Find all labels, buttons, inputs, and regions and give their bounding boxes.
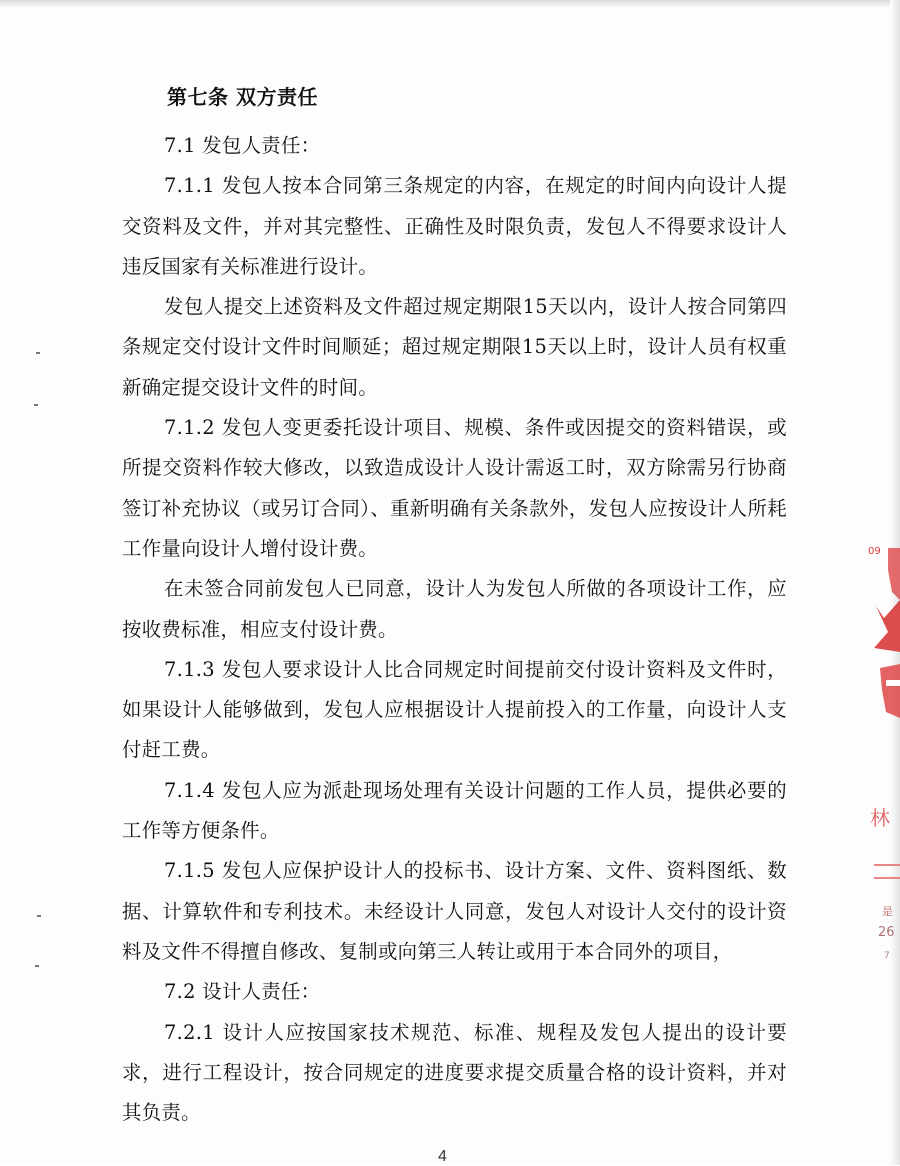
clause-7-2: 7.2 设计人责任： bbox=[164, 980, 321, 1004]
clause-7-1-3: 7.1.3 发包人要求设计人比合同规定时间提前交付设计资料及文件时，如果设计人能够做到，发包人应根据设计人提前投入的工作量，向设计人支付赶工费。 bbox=[122, 657, 787, 762]
clause-7-1-2: 7.1.2 发包人变更委托设计项目、规模、条件或因提交的资料错误，或所提交资料作较大修改，以致造成设计人设计需返工时，双方除需另行协商签订补充协议（或另订合同）、重新明确有关条款外，发包人应按设计人所耗工作量向设计人增付设计费。 bbox=[122, 416, 787, 560]
scan-speck bbox=[36, 352, 40, 354]
document-body bbox=[122, 82, 787, 1133]
scan-edge-top bbox=[0, 0, 900, 8]
clause-7-1-4: 7.1.4 发包人应为派赴现场处理有关设计问题的工作人员，提供必要的工作等方便条件。 bbox=[122, 778, 787, 843]
clause-7-1-2-note: 在未签合同前发包人已同意，设计人为发包人所做的各项设计工作，应按收费标准，相应支付设计费。 bbox=[122, 577, 787, 641]
svg-text:林: 林 bbox=[870, 806, 890, 830]
clause-7-1-5: 7.1.5 发包人应保护设计人的投标书、设计方案、文件、资料图纸、数据、计算软件和专利技术。未经设计人同意，发包人对设计人交付的设计资料及文件不得擅自修改、复制或向第三人转让或用于本合同外的项目， bbox=[122, 859, 787, 963]
svg-text:26: 26 bbox=[878, 925, 895, 940]
clause-7-1: 7.1 发包人责任： bbox=[164, 134, 321, 157]
clause-7-1-1-extension: 发包人提交上述资料及文件超过规定期限15天以内，设计人按合同第四条规定交付设计文件时间顺延；超过规定期限15天以上时，设计人员有权重新确定提交设计文件的时间。 bbox=[122, 295, 787, 399]
clause-7-2-1: 7.2.1 设计人应按国家技术规范、标准、规程及发包人提出的设计要求，进行工程设计，按合同规定的进度要求提交质量合格的设计资料，并对其负责。 bbox=[122, 1020, 787, 1125]
page-number: 4 bbox=[438, 1148, 447, 1165]
scan-speck bbox=[35, 965, 39, 967]
scan-speck bbox=[34, 404, 38, 406]
section-heading: 第七条 双方责任 bbox=[167, 85, 318, 109]
svg-text:7: 7 bbox=[884, 951, 890, 961]
scan-speck bbox=[37, 915, 41, 917]
svg-text:09: 09 bbox=[868, 546, 881, 557]
red-seal-fragment bbox=[866, 540, 900, 1010]
svg-text:是: 是 bbox=[882, 905, 893, 918]
clause-7-1-1: 7.1.1 发包人按本合同第三条规定的内容，在规定的时间内向设计人提交资料及文件，并对其完整性、正确性及时限负责，发包人不得要求设计人违反国家有关标准进行设计。 bbox=[122, 174, 787, 278]
